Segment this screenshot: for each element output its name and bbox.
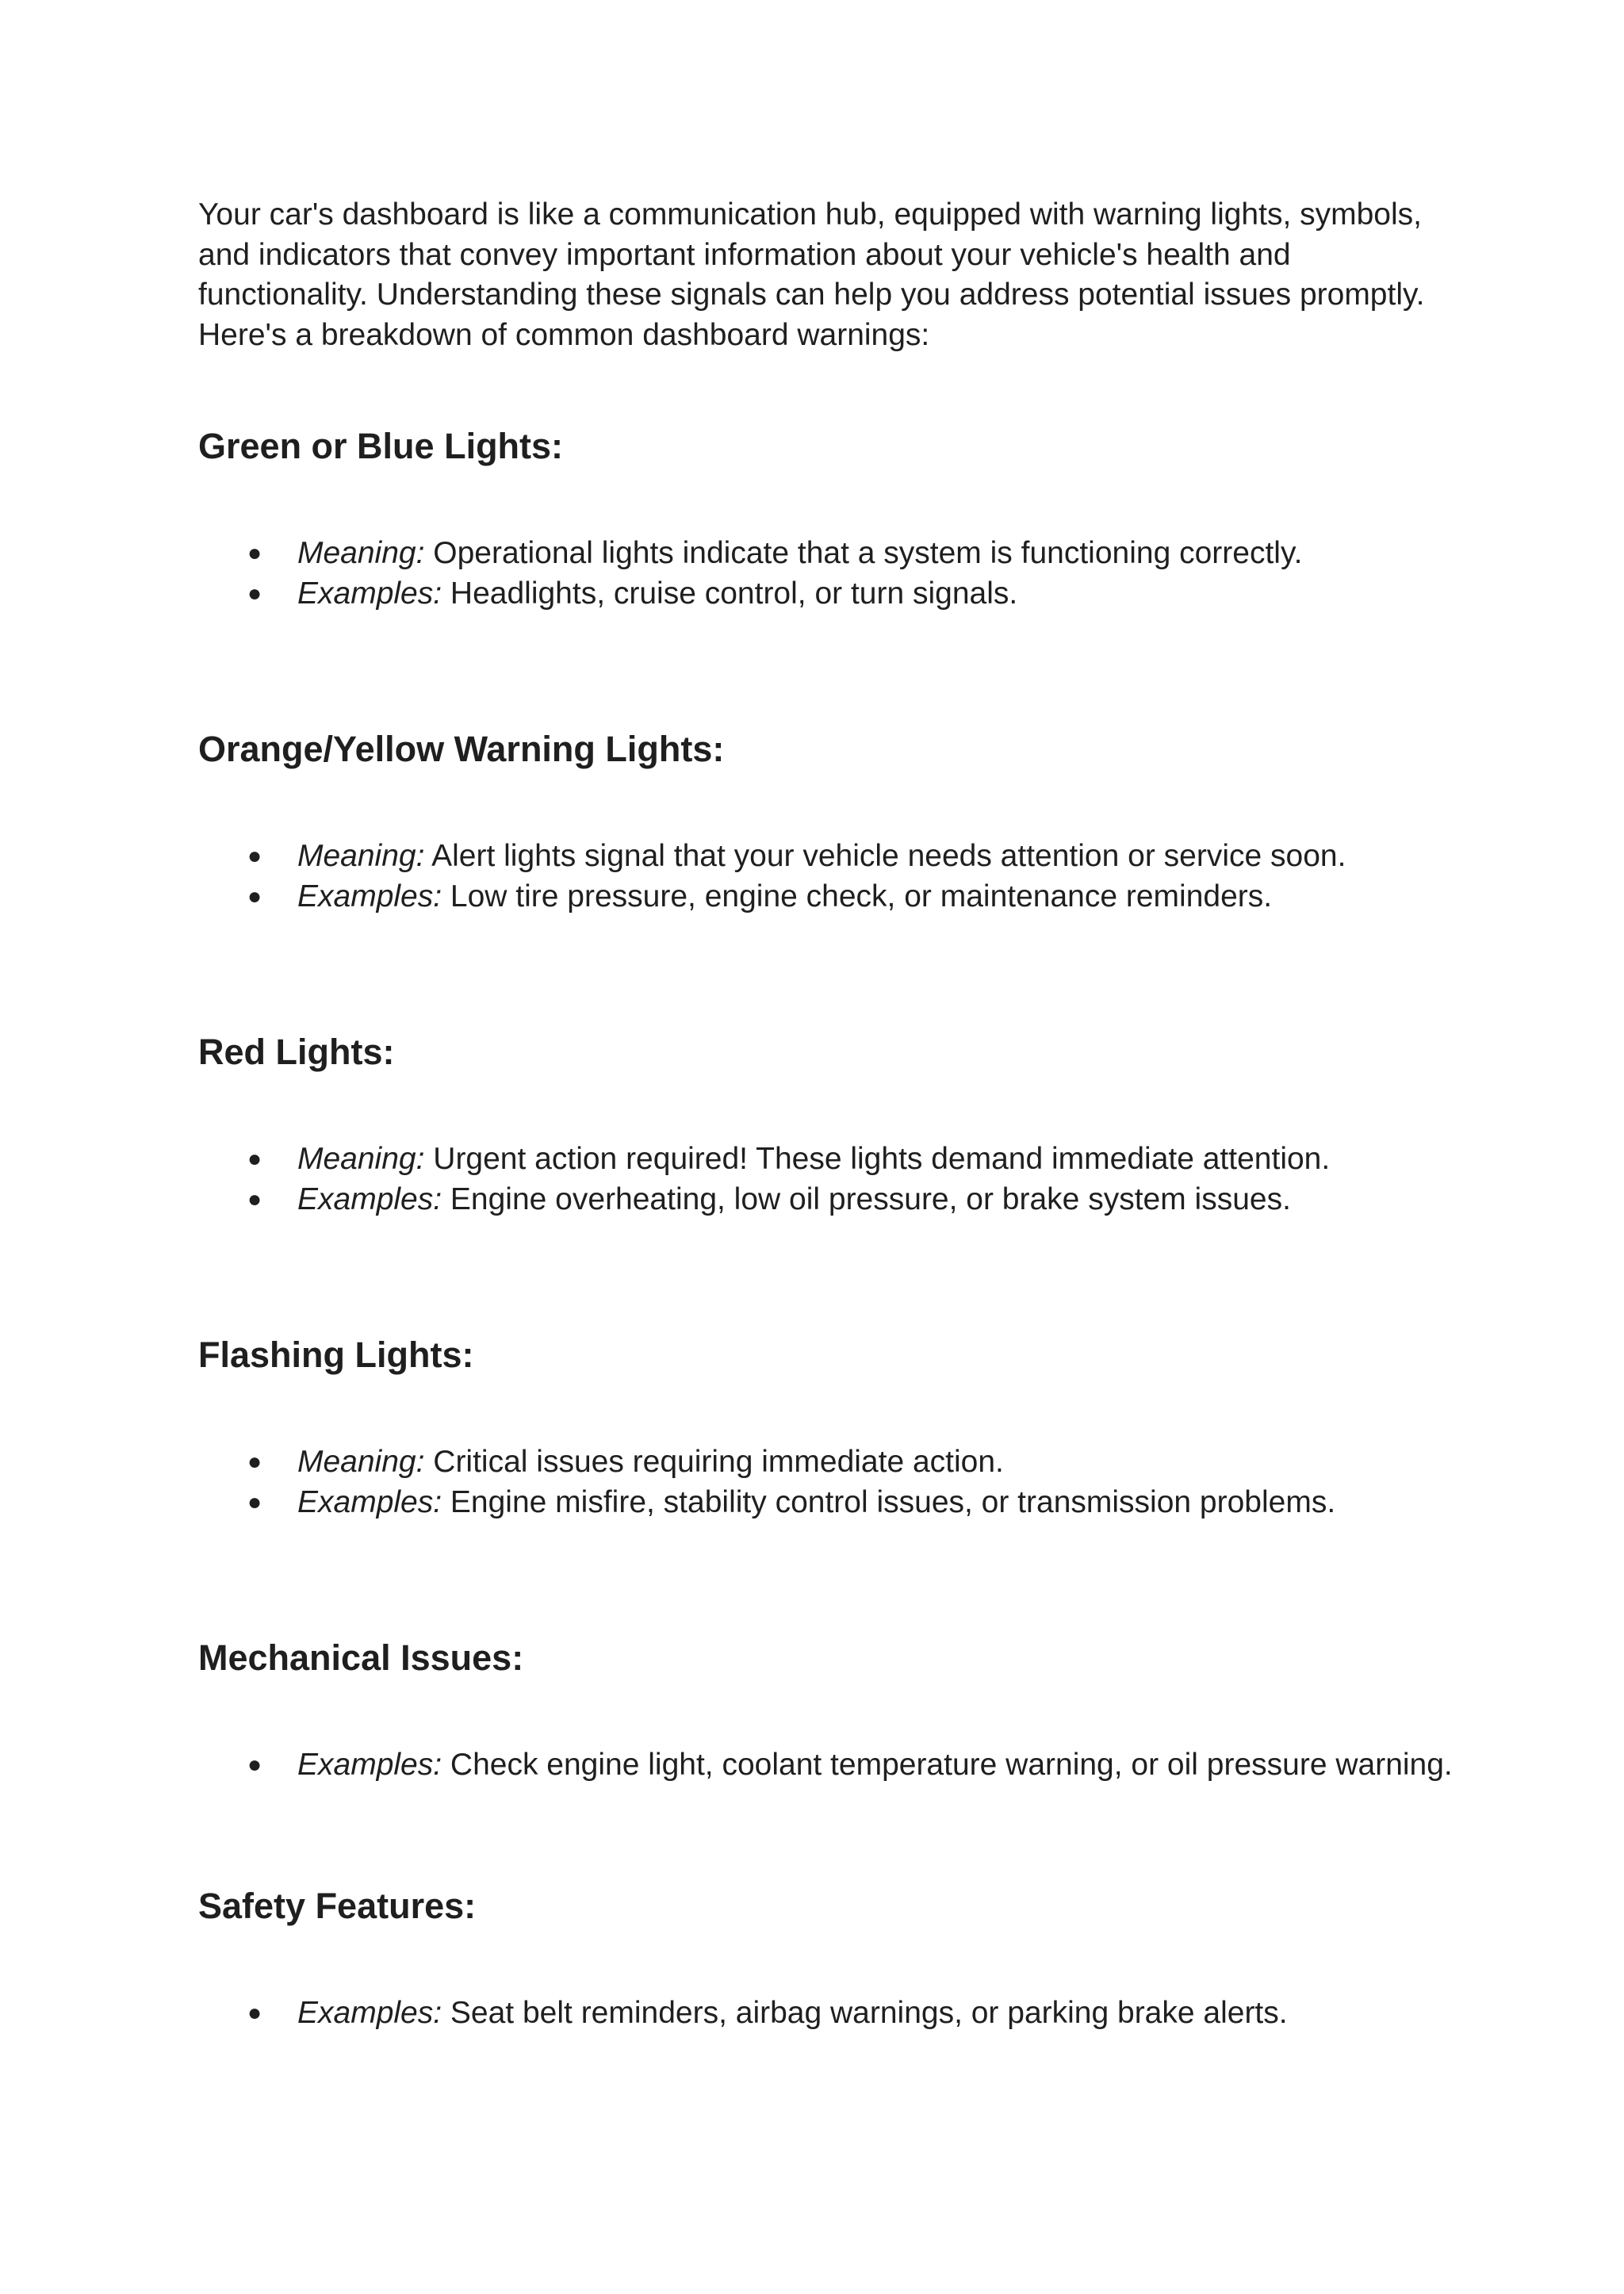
section-mechanical-issues (198, 1636, 1467, 1786)
bullet-list (198, 534, 1467, 614)
bullet-icon: ● (247, 1146, 262, 1172)
list-item (198, 877, 1467, 917)
bullet-icon: ● (247, 883, 262, 910)
list-item (198, 1745, 1467, 1786)
bullet-list (198, 1745, 1467, 1786)
bullet-text: Engine overheating, low oil pressure, or brake system issues. (442, 1181, 1291, 1216)
document-page (198, 195, 1467, 2033)
intro-paragraph: Your car's dashboard is like a communication hub, equipped with warning lights, symbols, and indicators that convey important information about your vehicle's health and functionality. Understanding these signals can help you address potential issues promptly. Here's a breakdown of common dashboard warnings: (198, 197, 1425, 352)
section-safety-features (198, 1884, 1467, 2034)
bullet-icon: ● (247, 1999, 262, 2026)
bullet-text: Seat belt reminders, airbag warnings, or parking brake alerts. (442, 1995, 1288, 2030)
section-green-blue-lights (198, 424, 1467, 614)
bullet-icon: ● (247, 1449, 262, 1475)
bullet-text: Engine misfire, stability control issues, or transmission problems. (442, 1484, 1336, 1519)
section-flashing-lights (198, 1333, 1467, 1522)
list-item (198, 1483, 1467, 1523)
bullet-term: Meaning: (297, 1142, 425, 1176)
bullet-text: Urgent action required! These lights demand immediate attention. (424, 1142, 1331, 1176)
bullet-text: Alert lights signal that your vehicle needs attention or service soon. (424, 839, 1346, 873)
bullet-term: Examples: (297, 1995, 442, 2030)
list-item (198, 1993, 1467, 2034)
section-title: Orange/Yellow Warning Lights: (198, 729, 725, 769)
list-item (198, 534, 1467, 574)
list-item (198, 1442, 1467, 1483)
list-item (198, 574, 1467, 615)
bullet-text: Operational lights indicate that a system is functioning correctly. (424, 536, 1303, 570)
bullet-icon: ● (247, 580, 262, 607)
bullet-term: Meaning: (297, 536, 425, 570)
section-title: Safety Features: (198, 1885, 477, 1926)
bullet-text: Critical issues requiring immediate action. (424, 1445, 1004, 1479)
bullet-icon: ● (247, 1752, 262, 1778)
bullet-text: Headlights, cruise control, or turn signals. (442, 576, 1018, 611)
list-item (198, 1139, 1467, 1180)
section-title: Red Lights: (198, 1032, 395, 1072)
bullet-term: Examples: (297, 1484, 442, 1519)
bullet-term: Meaning: (297, 1445, 425, 1479)
bullet-icon: ● (247, 1488, 262, 1515)
section-title: Green or Blue Lights: (198, 426, 564, 466)
section-title: Mechanical Issues: (198, 1637, 524, 1678)
bullet-list (198, 837, 1467, 917)
bullet-list (198, 1139, 1467, 1220)
bullet-text: Low tire pressure, engine check, or maintenance reminders. (442, 879, 1273, 913)
bullet-list (198, 1442, 1467, 1522)
bullet-term: Examples: (297, 879, 442, 913)
bullet-term: Examples: (297, 1748, 442, 1782)
section-title: Flashing Lights: (198, 1335, 474, 1375)
bullet-term: Examples: (297, 1181, 442, 1216)
section-red-lights (198, 1030, 1467, 1220)
bullet-icon: ● (247, 843, 262, 869)
section-orange-yellow-lights (198, 727, 1467, 917)
bullet-icon: ● (247, 1185, 262, 1212)
list-item (198, 837, 1467, 877)
bullet-term: Meaning: (297, 839, 425, 873)
list-item (198, 1180, 1467, 1220)
bullet-icon: ● (247, 540, 262, 566)
bullet-list (198, 1993, 1467, 2034)
bullet-term: Examples: (297, 576, 442, 611)
bullet-text: Check engine light, coolant temperature warning, or oil pressure warning. (442, 1748, 1453, 1782)
